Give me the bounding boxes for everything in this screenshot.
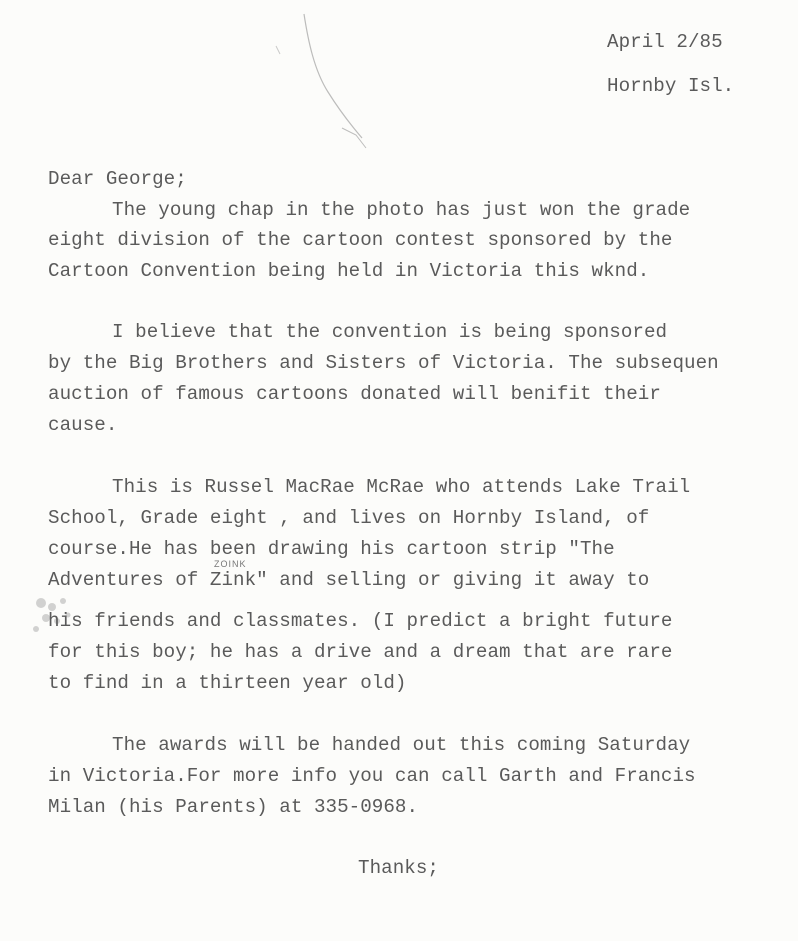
paragraph-4-line-1: The awards will be handed out this coming Saturday: [112, 734, 691, 756]
letter-closing: Thanks;: [358, 857, 439, 879]
paragraph-4-line-3: Milan (his Parents) at 335-0968.: [48, 796, 419, 818]
paragraph-3-line-6: for this boy; he has a drive and a dream that are rare: [48, 641, 673, 663]
letter-date: April 2/85: [607, 31, 723, 53]
paragraph-4-line-2: in Victoria.For more info you can call Garth and Francis: [48, 765, 696, 787]
paragraph-3-line-5: his friends and classmates. (I predict a bright future: [48, 610, 673, 632]
pencil-stroke-top: [270, 10, 390, 170]
paragraph-3-line-4: Adventures of Zink" and selling or giving it away to: [48, 569, 650, 591]
letter-salutation: Dear George;: [48, 168, 187, 190]
paragraph-1-line-2: eight division of the cartoon contest sponsored by the: [48, 229, 673, 251]
letter-place: Hornby Isl.: [607, 75, 735, 97]
paragraph-2-line-1: I believe that the convention is being sponsored: [112, 321, 668, 343]
paragraph-3-line-2: School, Grade eight , and lives on Hornby Island, of: [48, 507, 650, 529]
paragraph-3-line-7: to find in a thirteen year old): [48, 672, 407, 694]
paragraph-1-line-1: The young chap in the photo has just won the grade: [112, 199, 691, 221]
handwritten-annotation: ZOINK: [214, 559, 247, 569]
paragraph-3-line-1: This is Russel MacRae McRae who attends Lake Trail: [112, 476, 691, 498]
paragraph-3-line-3: course.He has been drawing his cartoon strip "The: [48, 538, 615, 560]
paragraph-1-line-3: Cartoon Convention being held in Victoria this wknd.: [48, 260, 650, 282]
paragraph-2-line-2: by the Big Brothers and Sisters of Victoria. The subsequen: [48, 352, 719, 374]
paragraph-2-line-4: cause.: [48, 414, 118, 436]
paragraph-2-line-3: auction of famous cartoons donated will benifit their: [48, 383, 661, 405]
